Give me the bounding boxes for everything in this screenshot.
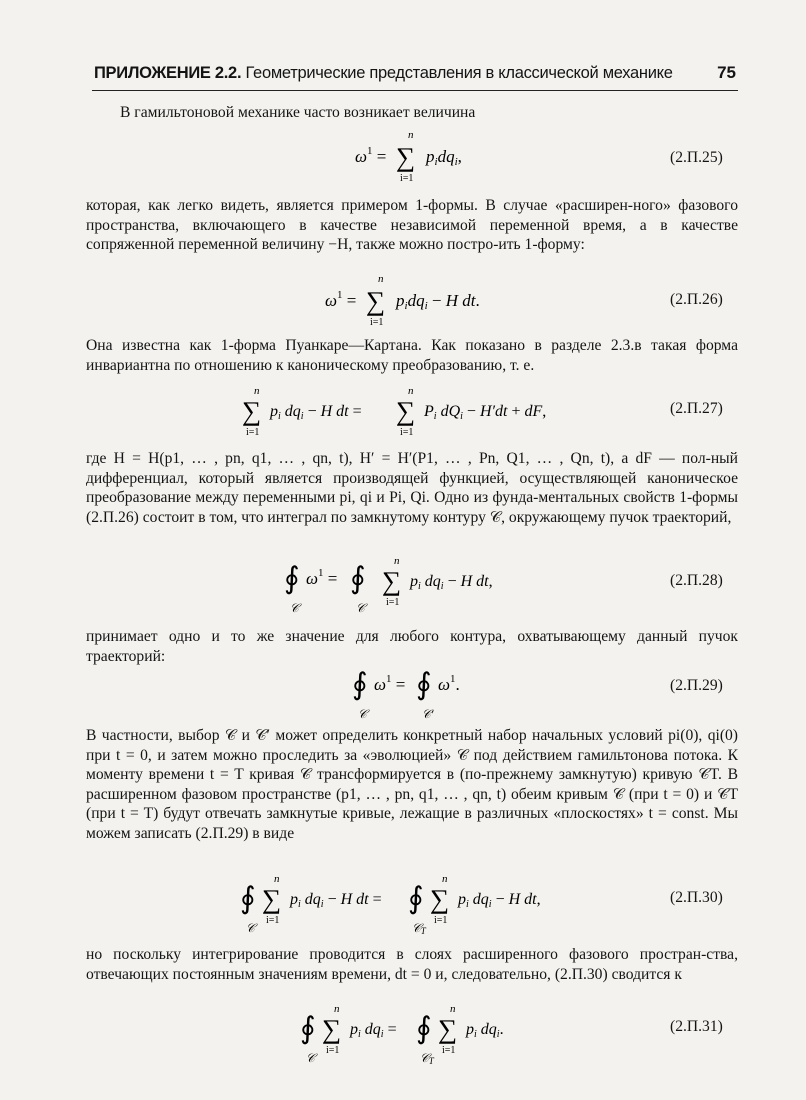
header-title-text: Геометрические представления в классической механике	[245, 64, 673, 82]
svg-text:𝒞T: 𝒞T	[420, 1051, 434, 1066]
svg-text:∑: ∑	[430, 884, 450, 914]
svg-text:i=1: i=1	[400, 427, 414, 438]
svg-text:∮: ∮	[300, 1012, 316, 1045]
equation-label-2-p-25: (2.П.25)	[670, 149, 723, 166]
equation-2-p-27	[240, 384, 600, 440]
svg-text:∮: ∮	[352, 668, 368, 701]
paragraph-2: Она известна как 1-форма Пуанкаре—Картана. Как показано в разделе 2.3.в такая форма инвариантна по отношению к каноническому преобразованию, т. е.	[86, 337, 738, 374]
equation-2-p-26	[300, 272, 540, 330]
svg-text:∑: ∑	[438, 1014, 458, 1044]
paragraph-5: В частности, выбор 𝒞 и 𝒞′ может определить конкретный набор начальных условий pi(0), qi(0) при t = 0, и затем можно проследить за «эволюцией» 𝒞 под действием гамильтонова потока. К моменту времени t = T кривая 𝒞 трансформируется в (по-прежнему замкнутую) кривую 𝒞T. В расширенном фазовом пространстве (p1, … , pn, q1, … , qn, t) обеим кривым 𝒞 (при t = 0) и 𝒞T (при t = T) будут отвечать замкнутые кривые, лежащие в различных «плоскостях» t = const. Мы можем записать (2.П.29) в виде	[86, 727, 738, 842]
paragraph-3: где H = H(p1, … , pn, q1, … , qn, t), H′ = H′(P1, … , Pn, Q1, … , Qn, t), а dF — пол-ный дифференциал, который является производящей функцией, осуществляющей каноническое преобразование между переменными pi, qi и Pi, Qi. Одно из фунда-ментальных свойств 1-формы (2.П.26) состоит в том, что интеграл по замкнутому контуру 𝒞, окружающему пучок траекторий,	[86, 450, 738, 526]
svg-text:i=1: i=1	[434, 915, 448, 926]
svg-text:n: n	[408, 385, 414, 397]
svg-text:Pi dQi − H′dt + dF,: Pi dQi − H′dt + dF,	[424, 403, 547, 422]
equation-2-p-25	[330, 128, 530, 186]
svg-text:∑: ∑	[262, 884, 282, 914]
svg-text:n: n	[450, 1003, 456, 1015]
svg-text:i=1: i=1	[326, 1045, 340, 1056]
svg-text:i=1: i=1	[266, 915, 280, 926]
svg-text:𝒞: 𝒞	[356, 601, 365, 615]
svg-text:ω1 =: $\omega^1$ =	[325, 289, 357, 310]
paragraph-6: но поскольку интегрирование проводится в слоях расширенного фазового простран-ства, отвечающих постоянным значениям времени, dt = 0 и, следовательно, (2.П.30) сводится к	[86, 946, 738, 983]
paragraph-0: В гамильтоновой механике часто возникает величина	[120, 104, 476, 121]
svg-text:∮: ∮	[350, 562, 366, 595]
svg-text:n: n	[394, 555, 400, 567]
svg-text:∮: ∮	[240, 882, 256, 915]
equation-label-2-p-31: (2.П.31)	[670, 1018, 723, 1035]
svg-text:𝒞: 𝒞	[306, 1051, 315, 1065]
svg-text:𝒞: 𝒞	[246, 921, 255, 935]
svg-text:n: n	[274, 873, 280, 885]
running-header	[92, 60, 738, 91]
equation-2-p-29	[352, 660, 492, 722]
page-number: 75	[717, 63, 736, 82]
svg-text:𝒞T: 𝒞T	[412, 921, 426, 936]
svg-text:n: n	[442, 873, 448, 885]
svg-text:pi dqi − H dt,: pi dqi − H dt,	[410, 573, 493, 592]
svg-text:pidqi,: pidqi,	[426, 147, 462, 168]
svg-text:pi dqi − H dt =: pi dqi − H dt =	[270, 403, 362, 422]
svg-text:∑: ∑	[396, 142, 416, 172]
equation-2-p-28	[284, 554, 544, 618]
svg-text:∑: ∑	[366, 286, 386, 316]
svg-text:𝒞′: 𝒞′	[422, 707, 434, 721]
svg-text:n: n	[408, 129, 414, 141]
equation-label-2-p-26: (2.П.26)	[670, 291, 723, 308]
svg-text:𝒞: 𝒞	[290, 601, 299, 615]
svg-text:ω1 =: $\omega^1$ =	[374, 673, 406, 694]
svg-text:∮: ∮	[408, 882, 424, 915]
svg-text:∑: ∑	[322, 1014, 342, 1044]
header-title	[94, 64, 673, 83]
svg-text:n: n	[378, 273, 384, 285]
svg-text:ω1.: $\omega^1$.	[438, 673, 460, 694]
svg-text:𝒞: 𝒞	[358, 707, 367, 721]
svg-text:∑: ∑	[396, 396, 416, 426]
svg-text:∮: ∮	[416, 668, 432, 701]
svg-text:i=1: i=1	[442, 1045, 456, 1056]
svg-text:i=1: i=1	[370, 317, 384, 328]
svg-text:∑: ∑	[242, 396, 262, 426]
svg-text:i=1: i=1	[386, 597, 400, 608]
svg-text:pi dqi − H dt =: pi dqi − H dt =	[290, 891, 382, 910]
equation-label-2-p-27: (2.П.27)	[670, 400, 723, 417]
paragraph-1: которая, как легко видеть, является примером 1-формы. В случае «расширен-ного» фазового пространства, включающего в качестве независимой переменной время, а в качестве сопряженной переменной величину −H, также можно постро-ить 1-форму:	[86, 197, 738, 253]
paragraph-4: принимает одно и то же значение для любого контура, охватывающему данный пучок траекторий:	[86, 628, 738, 665]
equation-label-2-p-30: (2.П.30)	[670, 889, 723, 906]
svg-text:∮: ∮	[416, 1012, 432, 1045]
equation-2-p-31	[300, 1000, 560, 1066]
svg-text:ω1 =: $\omega^1$ =	[306, 567, 338, 588]
svg-text:pidqi − H dt.: pidqi − H dt.	[396, 291, 480, 312]
svg-text:n: n	[334, 1003, 340, 1015]
svg-text:∑: ∑	[382, 566, 402, 596]
svg-text:i=1: i=1	[400, 173, 414, 184]
svg-text:pi dqi.: pi dqi.	[466, 1021, 504, 1040]
svg-text:pi dqi − H dt,: pi dqi − H dt,	[458, 891, 541, 910]
equation-label-2-p-28: (2.П.28)	[670, 572, 723, 589]
svg-text:∮: ∮	[284, 562, 300, 595]
svg-text:n: n	[254, 385, 260, 397]
svg-text:ω1 =: $\omega^1$ =	[355, 145, 387, 166]
svg-text:pi dqi =: pi dqi =	[350, 1021, 397, 1040]
svg-text:i=1: i=1	[246, 427, 260, 438]
header-chapter: ПРИЛОЖЕНИЕ 2.2.	[94, 64, 242, 82]
equation-label-2-p-29: (2.П.29)	[670, 677, 723, 694]
equation-2-p-30	[240, 870, 600, 936]
